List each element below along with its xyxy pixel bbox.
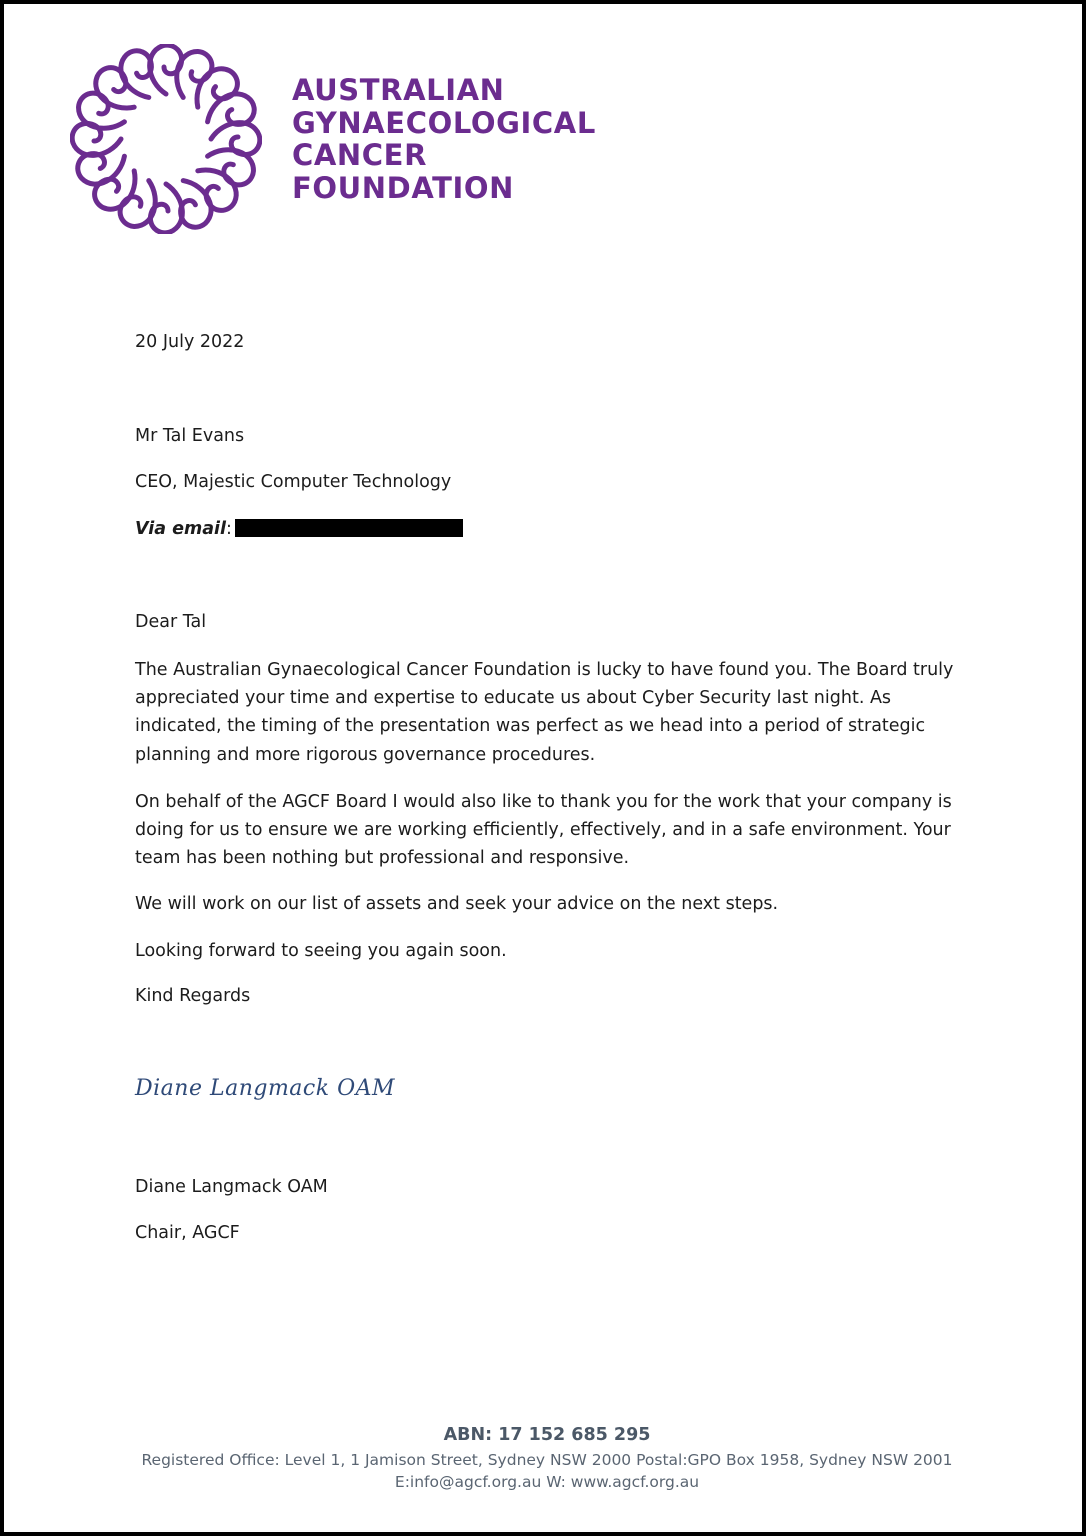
org-name-line-3: CANCER [292, 138, 428, 172]
body-paragraph-2: On behalf of the AGCF Board I would also like to thank you for the work that your company is doing for us to ensure we are working efficiently, effectively, and in a safe environment. Your team has been nothing but professional and responsive. [135, 792, 952, 869]
flower-petal [73, 142, 130, 190]
flower-petal [88, 62, 145, 119]
signatory-title: Chair, AGCF [135, 1223, 240, 1243]
footer-contact: E:info@agcf.org.au W: www.agcf.org.au [394, 1473, 700, 1491]
org-name-line-2: GYNAECOLOGICAL [292, 105, 596, 140]
letter-date: 20 July 2022 [135, 332, 245, 352]
redacted-email [235, 519, 463, 537]
via-email-separator: : [226, 519, 232, 539]
recipient-title: CEO, Majestic Computer Technology [135, 472, 452, 492]
recipient-name: Mr Tal Evans [135, 426, 245, 446]
signatory-name: Diane Langmack OAM [135, 1177, 328, 1197]
salutation: Dear Tal [135, 612, 207, 632]
via-email-line [135, 519, 463, 539]
footer-abn: ABN: 17 152 685 295 [443, 1425, 651, 1445]
org-name-line-4: FOUNDATION [292, 170, 515, 205]
flower-petal [115, 46, 163, 103]
org-wordmark [292, 74, 596, 204]
body-paragraph-4: Looking forward to seeing you again soon. [135, 941, 507, 961]
flower-petal [169, 174, 217, 231]
closing: Kind Regards [135, 986, 251, 1006]
flower-petal [186, 61, 243, 118]
org-name-line-1: AUSTRALIAN [292, 73, 505, 107]
via-email-label: Via email [135, 519, 227, 539]
flower-petal [89, 160, 146, 217]
body-paragraph-1: The Australian Gynaecological Cancer Foundation is lucky to have found you. The Board truly appreciated your time and expertise to educate us about Cyber Security last night. As indicated, the timing of the presentation was perfect as we head into a period of strategic planning and more rigorous governance procedures. [135, 660, 954, 765]
flower-petal [187, 159, 244, 216]
footer-address: Registered Office: Level 1, 1 Jamison Street, Sydney NSW 2000 Postal:GPO Box 1958, Sydney NSW 2001 [141, 1451, 953, 1469]
flower-petal [201, 88, 258, 136]
handwritten-signature: Diane Langmack OAM [135, 1076, 396, 1101]
body-paragraph-3: We will work on our list of assets and seek your advice on the next steps. [135, 894, 779, 914]
flower-icon [70, 44, 262, 234]
